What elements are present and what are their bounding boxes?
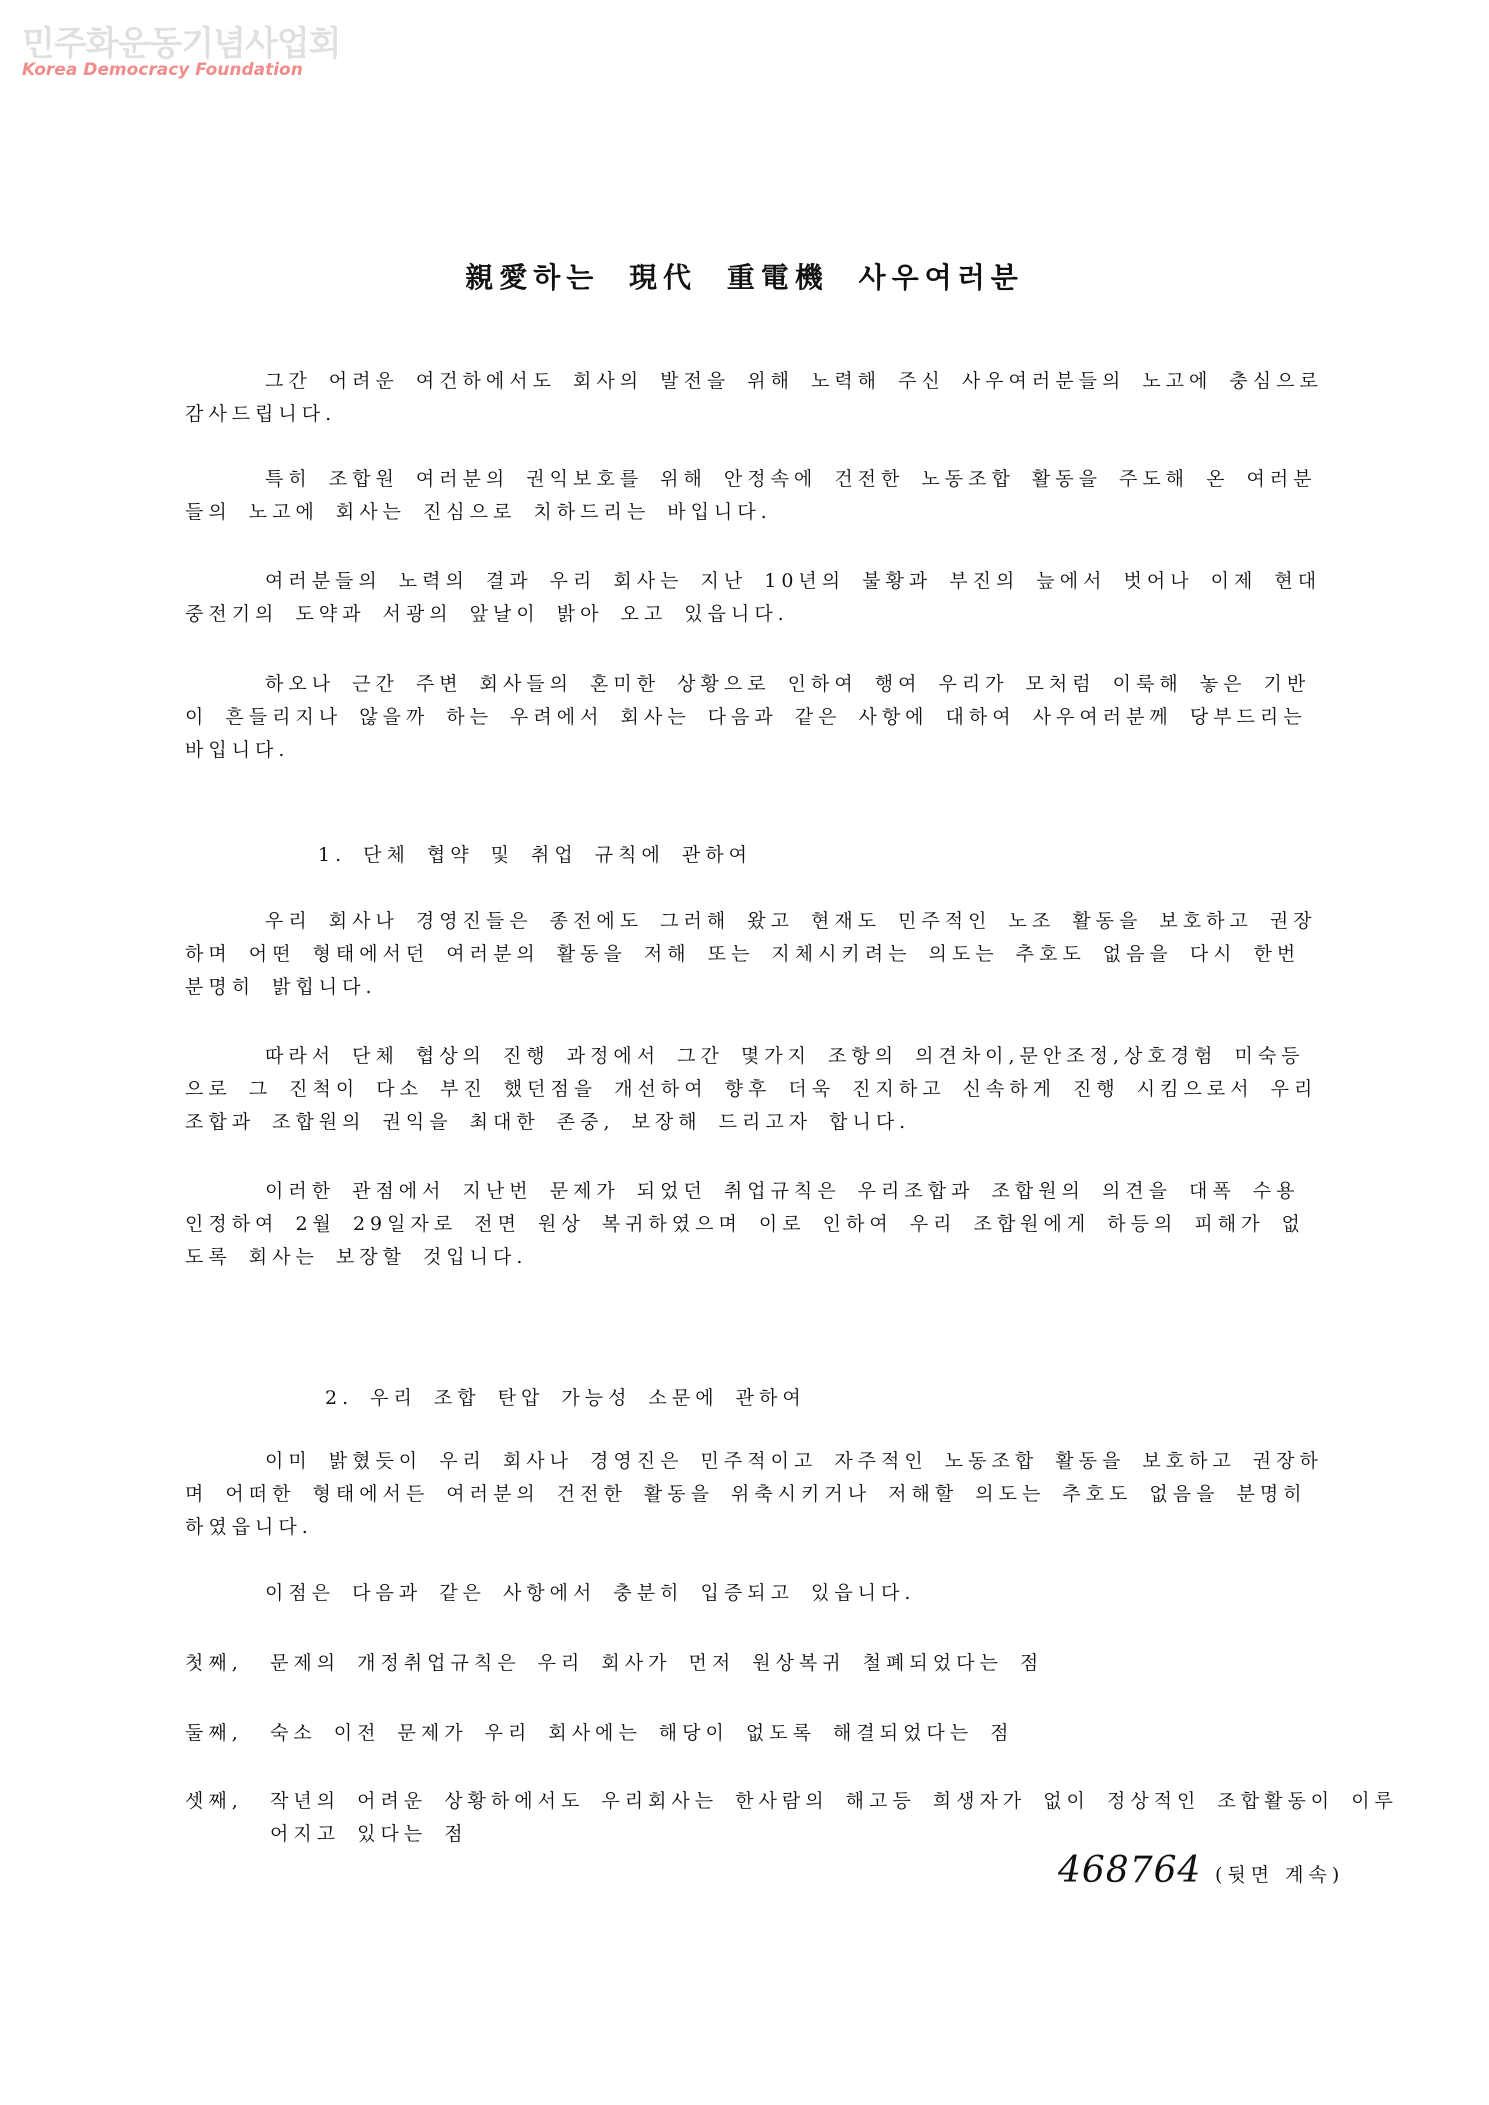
list-item <box>185 1785 1410 1851</box>
section1-heading: 1. 단체 협약 및 취업 규칙에 관하여 <box>318 844 752 866</box>
watermark-english: Korea Democracy Foundation <box>22 60 303 80</box>
list-item-text: 작년의 어려운 상황하에서도 우리회사는 한사람의 해고등 희생자가 없이 정상적인 조합활동이 이루어지고 있다는 점 <box>270 1790 1398 1845</box>
section2-paragraph-2: 이점은 다음과 같은 사항에서 충분히 입증되고 있읍니다. <box>265 1582 916 1604</box>
list-item-text: 숙소 이전 문제가 우리 회사에는 해당이 없도록 해결되었다는 점 <box>270 1722 1014 1744</box>
continued-note: (뒷면 계속) <box>1215 1864 1345 1886</box>
list-item <box>185 1717 1410 1750</box>
document-title: 親愛하는 現代 重電機 사우여러분 <box>465 261 1024 294</box>
section2-heading: 2. 우리 조합 탄압 가능성 소문에 관하여 <box>325 1387 806 1409</box>
paragraph-request: 하오나 근간 주변 회사들의 혼미한 상황으로 인하여 행여 우리가 모처럼 이룩해 놓은 기반이 흔들리지나 않을까 하는 우려에서 회사는 다음과 같은 사항에 대하여 사우여러분께 당부드리는 바입니다. <box>185 673 1311 761</box>
handwritten-archive-number: 468764 <box>1058 1850 1202 1891</box>
paragraph-union-thanks: 특히 조합원 여러분의 권익보호를 위해 안정속에 건전한 노동조합 활동을 주도해 온 여러분들의 노고에 회사는 진심으로 치하드리는 바입니다. <box>185 468 1317 523</box>
list-item-text: 문제의 개정취업규칙은 우리 회사가 먼저 원상복귀 철폐되었다는 점 <box>270 1652 1044 1674</box>
section1-paragraph-2: 따라서 단체 협상의 진행 과정에서 그간 몇가지 조항의 의견차이,문안조정,상호경험 미숙등으로 그 진척이 다소 부진 했던점을 개선하여 향후 더욱 진지하고 신속하게 진행 시킴으로서 우리 조합과 조합원의 권익을 최대한 존중, 보장해 드리고자 합니다. <box>185 1045 1318 1133</box>
list-item-label: 둘째, <box>185 1722 243 1744</box>
list-item-label: 셋째, <box>185 1790 243 1812</box>
section2-paragraph-1: 이미 밝혔듯이 우리 회사나 경영진은 민주적이고 자주적인 노동조합 활동을 보호하고 권장하며 어떠한 형태에서든 여러분의 건전한 활동을 위축시키거나 저해할 의도는 추호도 없음을 분명히 하였읍니다. <box>185 1450 1323 1538</box>
paragraph-results: 여러분들의 노력의 결과 우리 회사는 지난 10년의 불황과 부진의 늪에서 벗어나 이제 현대중전기의 도약과 서광의 앞날이 밝아 오고 있읍니다. <box>185 570 1322 625</box>
watermark-korean: 민주화운동기념사업회 <box>22 24 341 64</box>
section1-paragraph-1: 우리 회사나 경영진들은 종전에도 그러해 왔고 현재도 민주적인 노조 활동을 보호하고 권장하며 어떤 형태에서던 여러분의 활동을 저해 또는 지체시키려는 의도는 추호도 없음을 다시 한번 분명히 밝힙니다. <box>185 910 1317 998</box>
paragraph-gratitude: 그간 어려운 여건하에서도 회사의 발전을 위해 노력해 주신 사우여러분들의 노고에 충심으로 감사드립니다. <box>185 370 1323 425</box>
list-item <box>185 1647 1410 1680</box>
section1-paragraph-3: 이러한 관점에서 지난번 문제가 되었던 취업규칙은 우리조합과 조합원의 의견을 대폭 수용 인정하여 2월 29일자로 전면 원상 복귀하였으며 이로 인하여 우리 조합원에게 하등의 피해가 없도록 회사는 보장할 것입니다. <box>185 1180 1305 1268</box>
list-item-label: 첫째, <box>185 1652 243 1674</box>
